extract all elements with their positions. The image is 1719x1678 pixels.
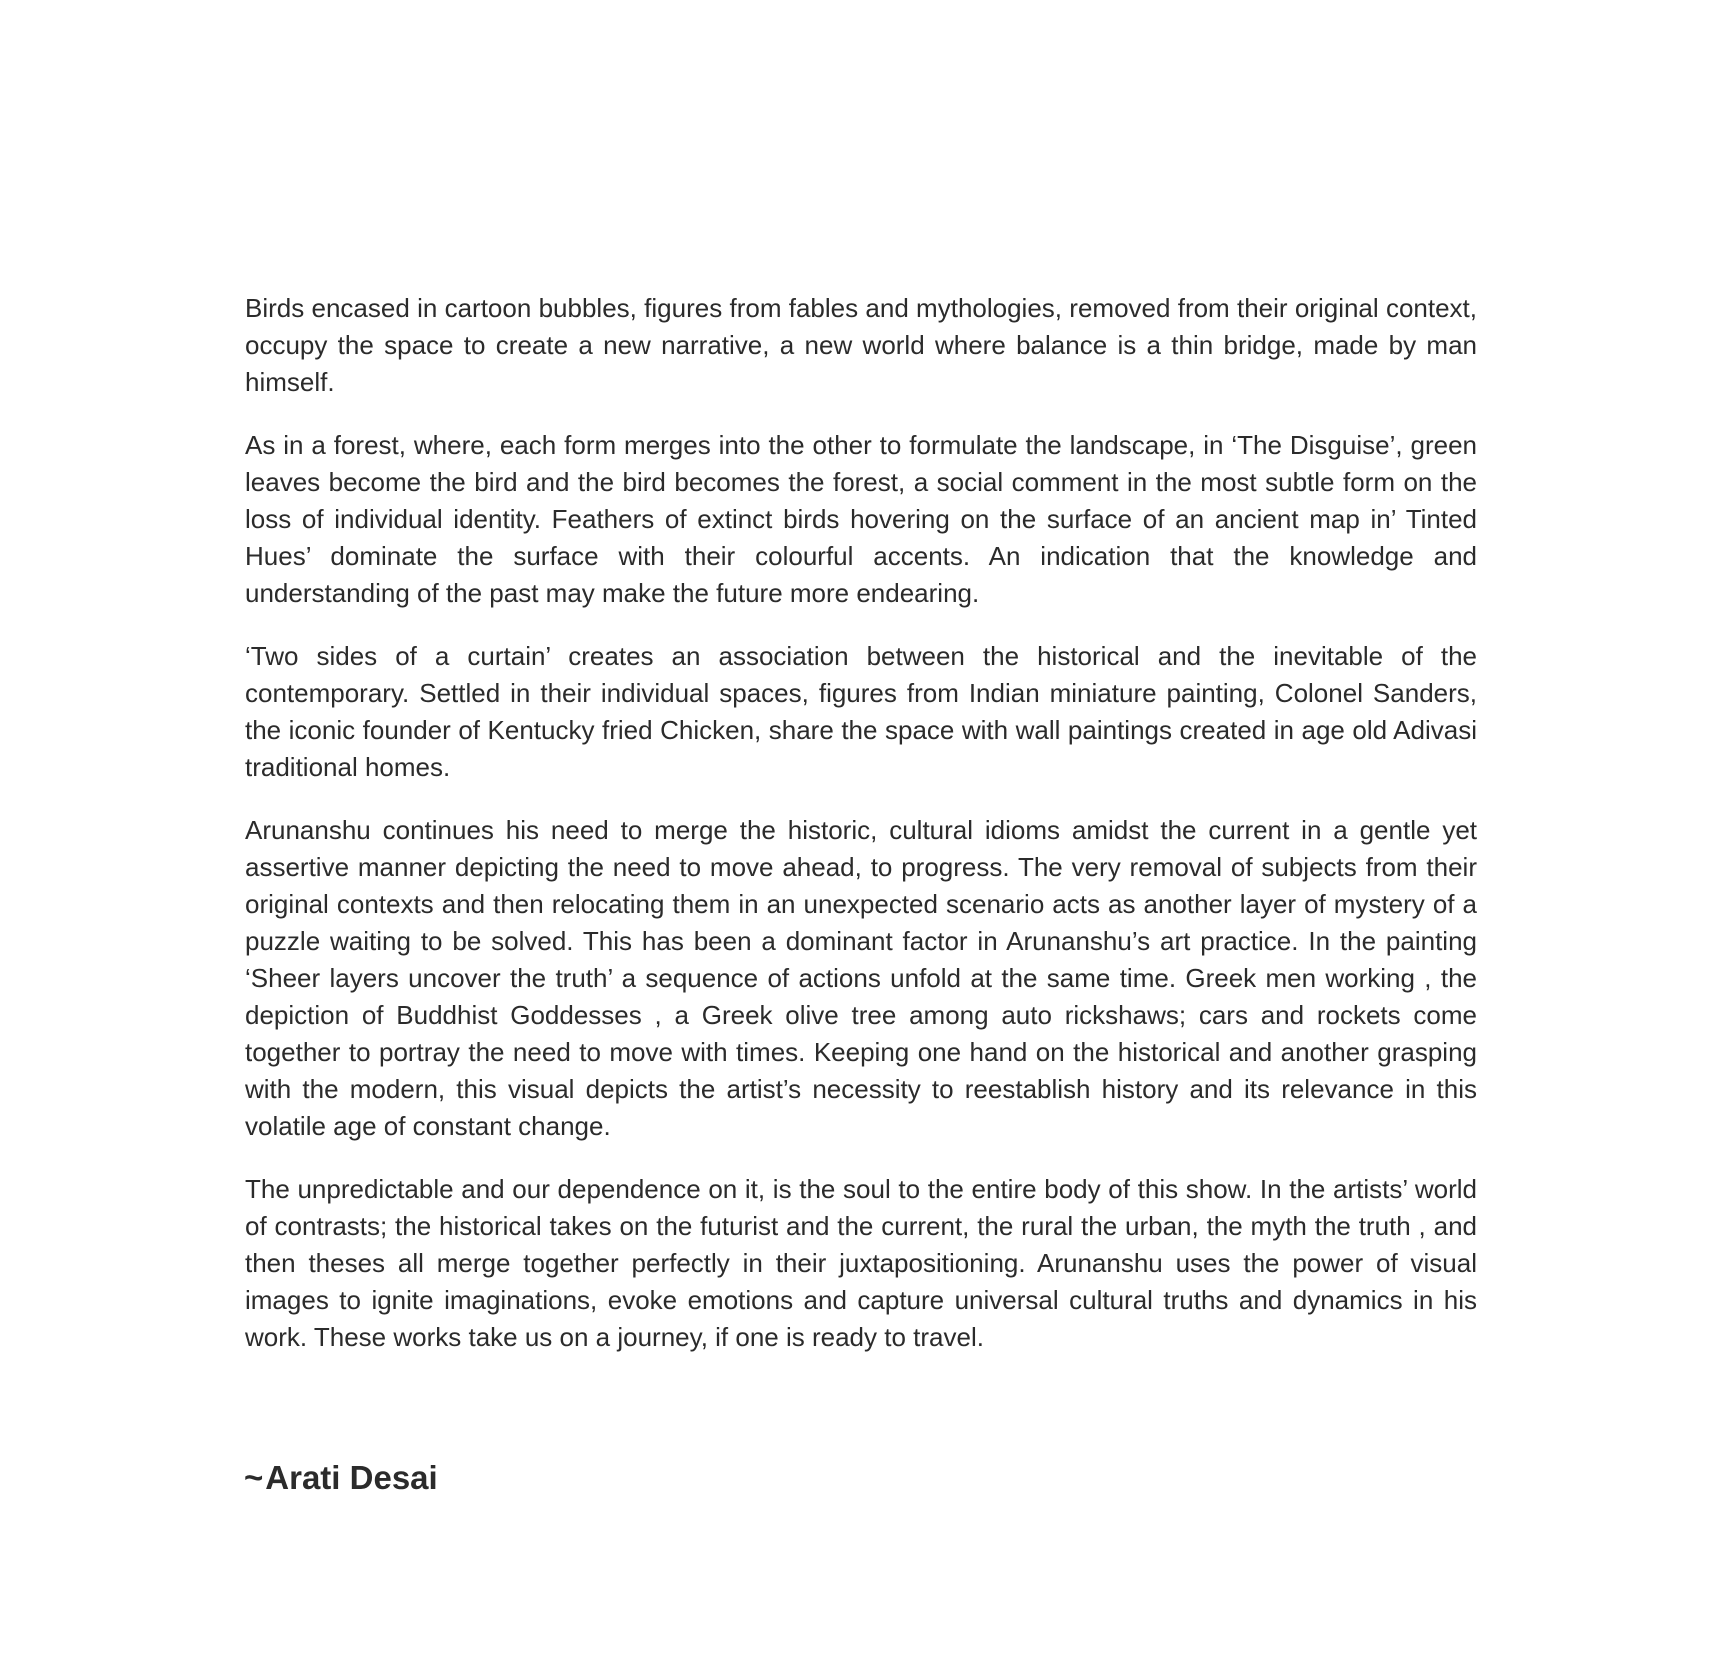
signature-tilde: ~ <box>244 1459 264 1496</box>
essay-paragraph-2: As in a forest, where, each form merges into the other to formulate the landscape, in ‘The Disguise’, green leaves become the bird and the bird becomes the forest, a social comment in the most subtle form on the loss of individual identity. Feathers of extinct birds hovering on the surface of an ancient map in’ Tinted Hues’ dominate the surface with their colourful accents. An indication that the knowledge and understanding of the past may make the future more endearing. <box>245 430 1477 608</box>
essay-paragraph-5: The unpredictable and our dependence on it, is the soul to the entire body of this show. In the artists’ world of contrasts; the historical takes on the futurist and the current, the rural the urban, the myth the truth , and then theses all merge together perfectly in their juxtapositioning. Arunanshu uses the power of visual images to ignite imaginations, evoke emotions and capture universal cultural truths and dynamics in his work. These works take us on a journey, if one is ready to travel. <box>245 1174 1477 1352</box>
essay-paragraph-3: ‘Two sides of a curtain’ creates an association between the historical and the inevitable of the contemporary. Settled in their individual spaces, figures from Indian miniature painting, Colonel Sanders, the iconic founder of Kentucky fried Chicken, share the space with wall paintings created in age old Adivasi traditional homes. <box>245 641 1477 782</box>
author-signature <box>244 1458 438 1498</box>
author-name: Arati Desai <box>265 1459 438 1496</box>
essay-paragraph-1: Birds encased in cartoon bubbles, figures from fables and mythologies, removed from their original context, occupy the space to create a new narrative, a new world where balance is a thin bridge, made by man himself. <box>245 293 1477 397</box>
essay-paragraph-4: Arunanshu continues his need to merge the historic, cultural idioms amidst the current in a gentle yet assertive manner depicting the need to move ahead, to progress. The very removal of subjects from their original contexts and then relocating them in an unexpected scenario acts as another layer of mystery of a puzzle waiting to be solved. This has been a dominant factor in Arunanshu’s art practice. In the painting ‘Sheer layers uncover the truth’ a sequence of actions unfold at the same time. Greek men working , the depiction of Buddhist Goddesses , a Greek olive tree among auto rickshaws; cars and rockets come together to portray the need to move with times. Keeping one hand on the historical and another grasping with the modern, this visual depicts the artist’s necessity to reestablish history and its relevance in this volatile age of constant change. <box>245 815 1477 1141</box>
essay-body <box>245 290 1477 1382</box>
